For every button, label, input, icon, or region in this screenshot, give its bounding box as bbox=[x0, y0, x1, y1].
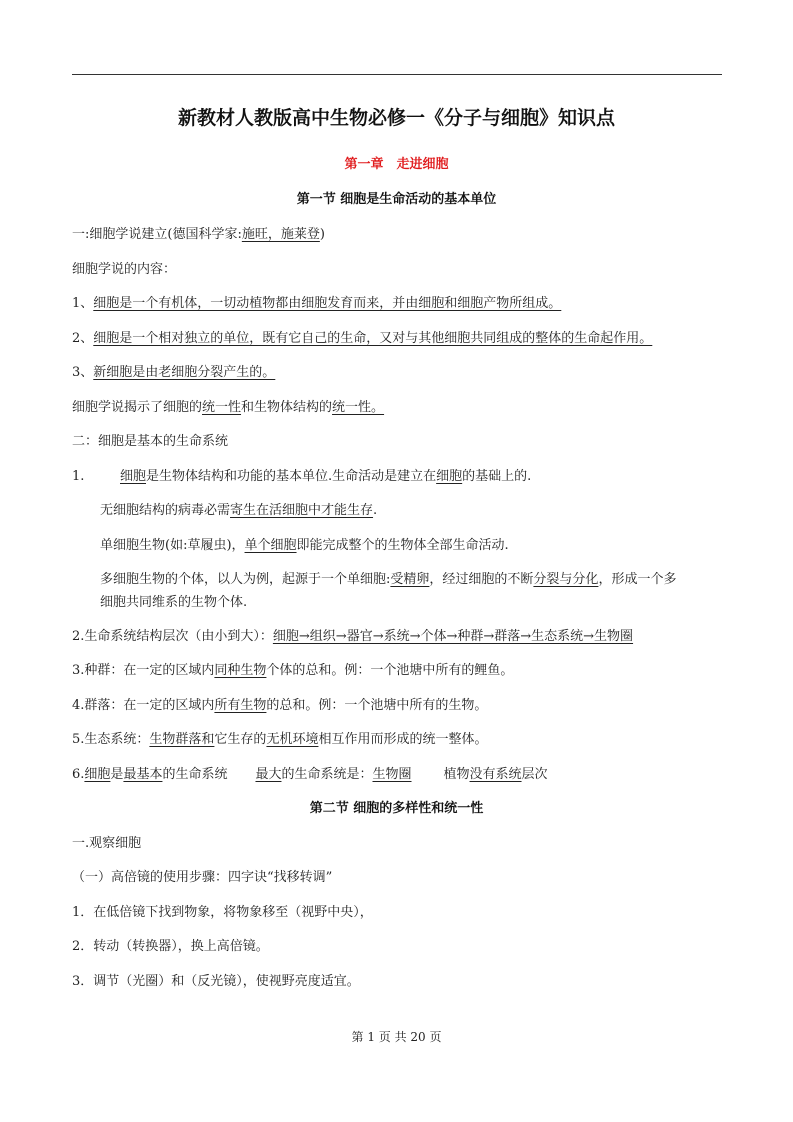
text-line: 单细胞生物(如:草履虫)，单个细胞即能完成整个的生物体全部生命活动. bbox=[100, 538, 509, 553]
text-line: 1、细胞是一个有机体，一切动植物都由细胞发育而来，并由细胞和细胞产物所组成。 bbox=[72, 296, 562, 311]
text-line: 一.观察细胞 bbox=[72, 836, 142, 851]
text-line: 细胞共同维系的生物个体. bbox=[100, 595, 248, 610]
text-line: 3．调节（光圈）和（反光镜），使视野亮度适宜。 bbox=[72, 974, 360, 989]
text-line: 2.生命系统结构层次（由小到大）：细胞→组织→器官→系统→个体→种群→群落→生态系统→生物圈 bbox=[72, 629, 634, 644]
chapter-heading: 第一章 走进细胞 bbox=[344, 157, 449, 172]
text-line: 3.种群：在一定的区域内同种生物个体的总和。例：一个池塘中所有的鲤鱼。 bbox=[72, 663, 514, 678]
text-line: 3、新细胞是由老细胞分裂产生的。 bbox=[72, 365, 276, 380]
text-line: 无细胞结构的病毒必需寄生在活细胞中才能生存. bbox=[100, 503, 378, 518]
section-heading-1: 第一节 细胞是生命活动的基本单位 bbox=[296, 192, 497, 207]
text-line: 2．转动（转换器），换上高倍镜。 bbox=[72, 939, 269, 954]
text-line: 4.群落：在一定的区域内所有生物的总和。例：一个池塘中所有的生物。 bbox=[72, 698, 488, 713]
text-line: 二：细胞是基本的生命系统 bbox=[72, 434, 229, 449]
text-line: 细胞学说的内容： bbox=[72, 262, 177, 277]
header-rule bbox=[72, 74, 722, 75]
section-heading-2: 第二节 细胞的多样性和统一性 bbox=[309, 801, 484, 816]
text-line: 1．在低倍镜下找到物象，将物象移至（视野中央）， bbox=[72, 905, 373, 920]
text-line: 细胞学说揭示了细胞的统一性和生物体结构的统一性。 bbox=[72, 400, 385, 415]
text-line: 2、细胞是一个相对独立的单位，既有它自己的生命，又对与其他细胞共同组成的整体的生命起作用。 bbox=[72, 331, 653, 346]
text-line: （一）高倍镜的使用步骤：四字诀“找移转调” bbox=[72, 870, 333, 885]
text-line: 一:细胞学说建立(德国科学家:施旺，施莱登) bbox=[72, 227, 325, 242]
text-line: 5.生态系统：生物群落和它生存的无机环境相互作用而形成的统一整体。 bbox=[72, 732, 488, 747]
text-line: 6.细胞是最基本的生命系统 最大的生命系统是：生物圈 植物没有系统层次 bbox=[72, 767, 548, 782]
page-title: 新教材人教版高中生物必修一《分子与细胞》知识点 bbox=[177, 107, 615, 129]
text-line: 多细胞生物的个体，以人为例，起源于一个单细胞:受精卵，经过细胞的不断分裂与分化，形成一个多 bbox=[100, 572, 677, 587]
page-footer: 第 1 页 共 20 页 bbox=[351, 1030, 442, 1044]
text-line: 1. 细胞是生物体结构和功能的基本单位.生命活动是建立在细胞的基础上的. bbox=[72, 469, 532, 484]
